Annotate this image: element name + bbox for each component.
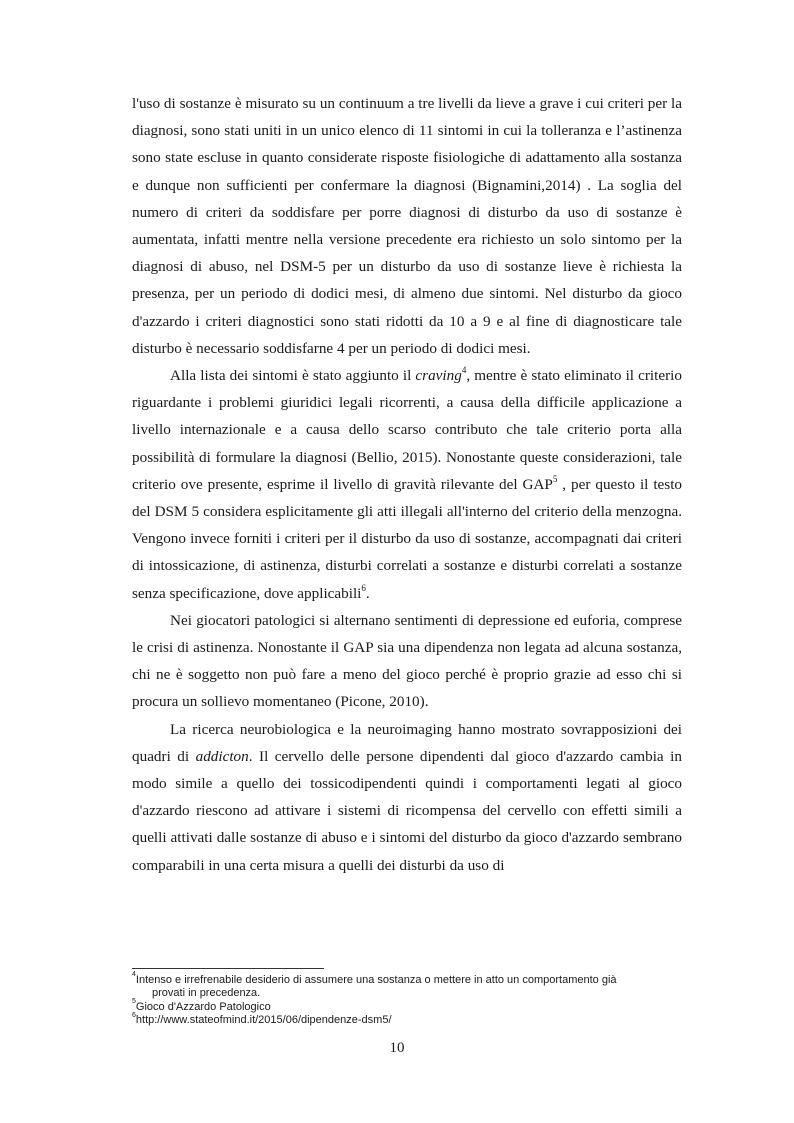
paragraph-2 bbox=[132, 362, 682, 607]
footnote-text: Gioco d'Azzardo Patologico bbox=[135, 1000, 271, 1013]
paragraph-3: Nei giocatori patologici si alternano sentimenti di depressione ed euforia, comprese le crisi di astinenza. Nonostante il GAP sia una dipendenza non legata ad alcuna sostanza, chi ne è soggetto non può fare a meno del gioco perché è proprio grazie ad esso chi si procura un sollievo momentaneo (Picone, 2010). bbox=[132, 611, 682, 711]
footnote-link[interactable]: http://www.stateofmind.it/2015/06/dipendenze-dsm5/ bbox=[135, 1014, 392, 1027]
paragraph-1: l'uso di sostanze è misurato su un continuum a tre livelli da lieve a grave i cui criteri per la diagnosi, sono stati uniti in un unico elenco di 11 sintomi in cui la tolleranza e l’astinenza sono state escluse in quanto considerate risposte fisiologiche di adattamento alla sostanza e dunque non sufficienti per confermare la diagnosi (Bignamini,2014) . La soglia del numero di criteri da soddisfare per porre diagnosi di disturbo da uso di sostanze è aumentata, infatti mentre nella versione precedente era richiesto un solo sintomo per la diagnosi di abuso, nel DSM-5 per un disturbo da uso di sostanze lieve è richiesta la presenza, per un periodo di dodici mesi, di almeno due sintomi. Nel disturbo da gioco d'azzardo i criteri diagnostici sono stati ridotti da 10 a 9 e al fine di diagnosticare tale disturbo è necessario soddisfarne 4 per un periodo di dodici mesi. bbox=[132, 95, 682, 357]
footnote-text: Intenso e irrefrenabile desiderio di assumere una sostanza o mettere in atto un comportamento già bbox=[135, 974, 617, 986]
addicton-term: addicton bbox=[195, 747, 249, 765]
footnote-6 bbox=[132, 1011, 682, 1027]
paragraph-2-text-c: , per questo il testo del DSM 5 considera esplicitamente gli atti illegali all'interno del criterio della menzogna. Vengono invece forniti i criteri per il disturbo da uso di sostanze, accompagnati dai criteri di intossicazione, di astinenza, disturbi correlati a sostanze e disturbi correlati a sostanze senza specificazione, dove applicabili bbox=[132, 475, 683, 602]
paragraph-2-text-a: Alla lista dei sintomi è stato aggiunto il bbox=[170, 367, 416, 385]
page-number: 10 bbox=[389, 1040, 405, 1056]
craving-term: craving bbox=[415, 367, 462, 385]
footnote-5 bbox=[132, 998, 682, 1014]
footnote-ref-4[interactable]: 4 bbox=[461, 364, 467, 375]
body-text bbox=[132, 90, 682, 879]
paragraph-4-text-b: . Il cervello delle persone dipendenti dal gioco d'azzardo cambia in modo simile a quello dei tossicodipendenti quindi i comportamenti legati al gioco d'azzardo riescono ad attivare i sistemi di ricompensa del cervello con effetti simili a quelli attivati dalle sostanze di abuso e i sintomi del disturbo da gioco d'azzardo sembrano comparabili in una certa misura a quelli dei disturbi da uso di bbox=[132, 747, 682, 874]
footnote-ref-5[interactable]: 5 bbox=[552, 473, 558, 484]
paragraph-4-text-a: La ricerca neurobiologica e la neuroimaging hanno mostrato sovrapposizioni dei quadri di bbox=[132, 720, 682, 765]
paragraph-2-text-b: , mentre è stato eliminato il criterio riguardante i problemi giuridici legali ricorrenti, a causa della difficile applicazione a livello internazionale e a causa dello scarso contributo che tale criterio porta alla possibilità di formulare la diagnosi (Bellio, 2015). Nonostante queste considerazioni, tale criterio ove presente, esprime il livello di gravità rilevante del GAP bbox=[132, 367, 682, 493]
paragraph-4 bbox=[132, 716, 682, 879]
paragraph-2-text-d: . bbox=[365, 584, 370, 602]
footnote-number: 6 bbox=[132, 1011, 136, 1019]
footnote-number: 5 bbox=[132, 998, 136, 1006]
footnote-ref-6[interactable]: 6 bbox=[361, 582, 366, 593]
footnote-4 bbox=[132, 971, 682, 1001]
footnote-text-continuation: provati in precedenza. bbox=[152, 987, 261, 1000]
footnote-number: 4 bbox=[132, 971, 136, 979]
footnotes bbox=[132, 971, 682, 1028]
footnote-separator bbox=[132, 968, 324, 969]
